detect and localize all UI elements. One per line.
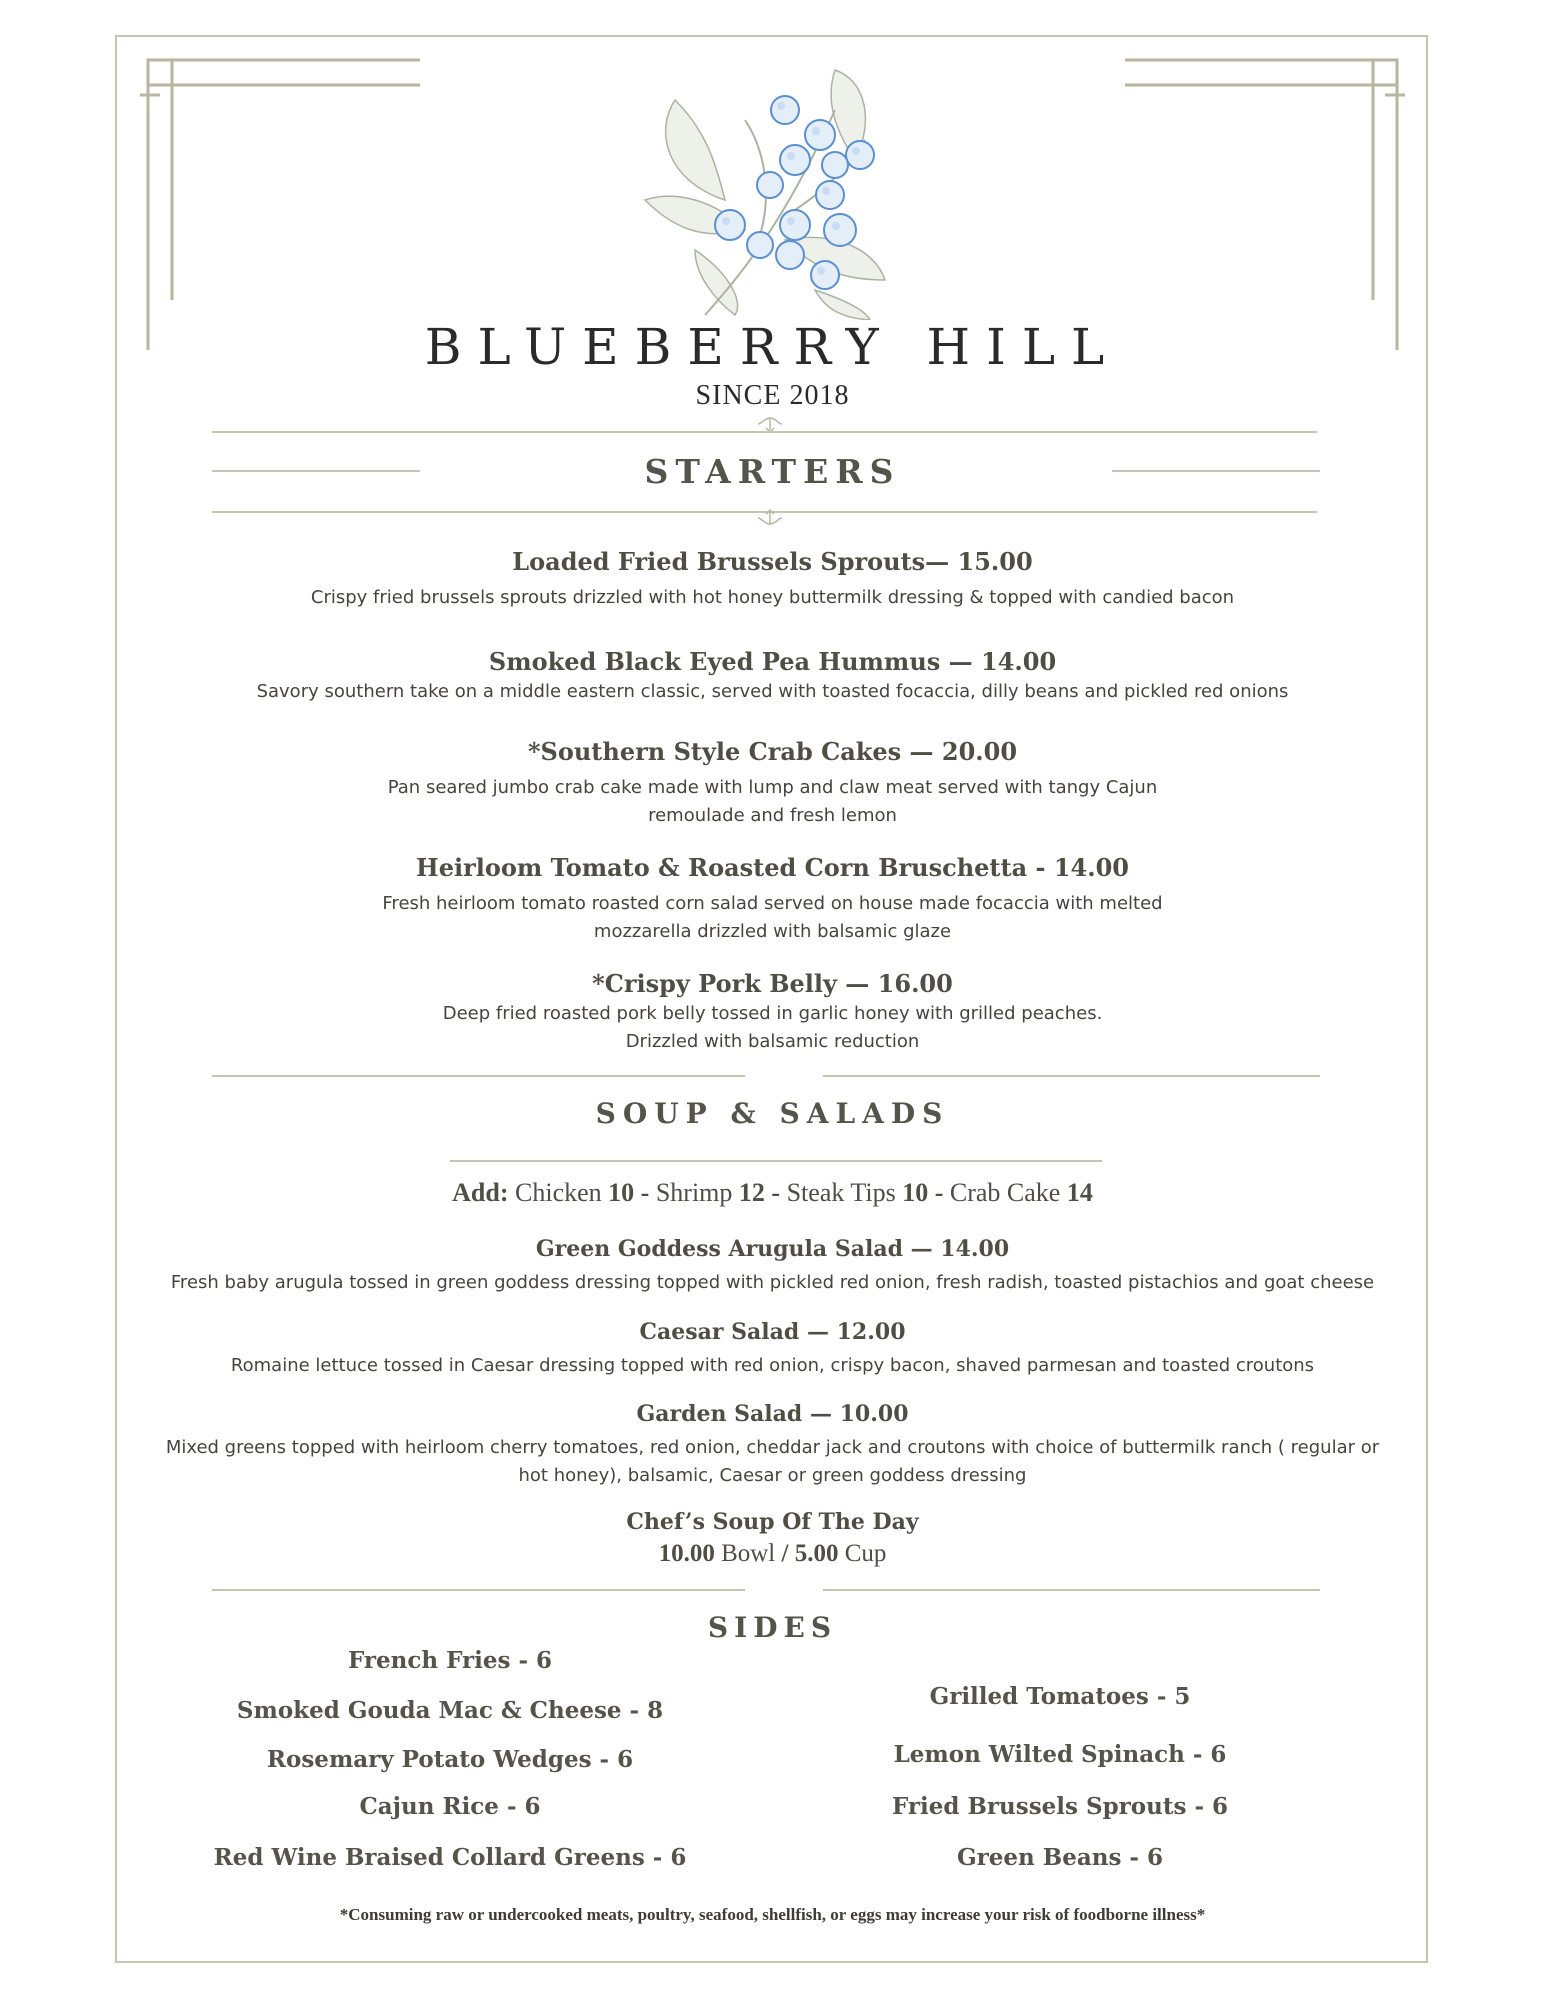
side-item: Green Beans - 6 — [957, 1844, 1163, 1871]
item-description-line: Fresh heirloom tomato roasted corn salad served on house made focaccia with melted — [382, 893, 1163, 914]
divider-line — [450, 1160, 1102, 1162]
addon-name: Shrimp — [655, 1178, 733, 1207]
side-item: Smoked Gouda Mac & Cheese - 8 — [236, 1697, 664, 1724]
price-separator: / — [781, 1540, 789, 1567]
item-name: Heirloom Tomato & Roasted Corn Bruschetta - 14.00 — [416, 853, 1129, 882]
side-item: French Fries - 6 — [347, 1647, 553, 1674]
divider-line — [212, 1589, 745, 1591]
item-name: *Southern Style Crab Cakes — 20.00 — [527, 737, 1018, 766]
corner-ornament-right — [1115, 55, 1405, 355]
side-item: Fried Brussels Sprouts - 6 — [891, 1793, 1228, 1820]
corner-ornament-left — [140, 55, 430, 355]
divider-line — [823, 1075, 1320, 1077]
item-description — [0, 1000, 1545, 1056]
item-description — [0, 890, 1545, 946]
item-name: *Crispy Pork Belly — 16.00 — [592, 969, 953, 998]
divider-line — [212, 431, 1317, 433]
item-description-line: Pan seared jumbo crab cake made with lump and claw meat served with tangy Cajun — [387, 777, 1158, 798]
item-description-line: Mixed greens topped with heirloom cherry tomatoes, red onion, cheddar jack and croutons with choice of buttermilk ranch ( regular or — [165, 1437, 1380, 1458]
addon-name: Chicken — [515, 1178, 602, 1207]
side-item: Cajun Rice - 6 — [359, 1793, 541, 1820]
side-item: Rosemary Potato Wedges - 6 — [266, 1746, 634, 1773]
menu-item — [0, 546, 1545, 612]
blueberry-branch-logo — [635, 50, 915, 320]
divider-line — [823, 1589, 1320, 1591]
item-name: Loaded Fried Brussels Sprouts— 15.00 — [512, 547, 1033, 576]
addon-price: 10 — [608, 1178, 635, 1207]
item-description-line: remoulade and fresh lemon — [648, 805, 897, 826]
menu-item — [0, 1398, 1545, 1490]
soup-prices — [0, 1538, 1545, 1570]
soup-of-the-day — [0, 1506, 1545, 1570]
item-description: Fresh baby arugula tossed in green goddess dressing topped with pickled red onion, fresh radish, toasted pistachios and goat cheese — [170, 1272, 1375, 1293]
menu-item — [0, 852, 1545, 946]
item-description: Savory southern take on a middle eastern classic, served with toasted focaccia, dilly beans and pickled red onions — [256, 681, 1289, 702]
swirl-ornament-bottom — [750, 508, 790, 528]
bowl-label: Bowl — [721, 1540, 776, 1567]
cup-label: Cup — [844, 1540, 887, 1567]
salad-addons: Add: Chicken 10 - Shrimp 12 - Steak Tips 10 - Crab Cake 14 — [452, 1178, 1093, 1207]
item-name: Green Goddess Arugula Salad — 14.00 — [535, 1236, 1010, 1262]
item-name: Chef’s Soup Of The Day — [626, 1509, 919, 1535]
menu-item — [0, 736, 1545, 830]
cup-price: 5.00 — [794, 1540, 839, 1567]
addon-name: Crab Cake — [949, 1178, 1061, 1207]
item-description-line: mozzarella drizzled with balsamic glaze — [593, 921, 952, 942]
item-description: Crispy fried brussels sprouts drizzled with hot honey buttermilk dressing & topped with candied bacon — [310, 587, 1235, 608]
item-description: Romaine lettuce tossed in Caesar dressing topped with red onion, crispy bacon, shaved parmesan and toasted croutons — [230, 1355, 1315, 1376]
section-title-soup-salads: SOUP & SALADS — [595, 1097, 950, 1130]
side-item: Grilled Tomatoes - 5 — [929, 1683, 1191, 1710]
menu-item — [0, 646, 1545, 706]
bowl-price: 10.00 — [658, 1540, 715, 1567]
item-name: Caesar Salad — 12.00 — [639, 1319, 906, 1345]
item-name: Garden Salad — 10.00 — [636, 1401, 909, 1427]
item-description-line: Deep fried roasted pork belly tossed in garlic honey with grilled peaches. — [442, 1003, 1103, 1024]
addon-price: 10 — [902, 1178, 929, 1207]
divider-line — [212, 1075, 745, 1077]
addon-price: 12 — [738, 1178, 765, 1207]
restaurant-name: BLUEBERRY HILL — [424, 318, 1121, 376]
item-description — [0, 774, 1545, 830]
addon-name: Steak Tips — [786, 1178, 896, 1207]
addons-label: Add: — [452, 1178, 509, 1207]
menu-item — [0, 1316, 1545, 1380]
item-description — [0, 1434, 1545, 1490]
foodborne-illness-disclaimer: *Consuming raw or undercooked meats, poultry, seafood, shellfish, or eggs may increase your risk of foodborne illness* — [339, 1905, 1206, 1924]
side-item: Lemon Wilted Spinach - 6 — [893, 1741, 1227, 1768]
menu-item — [0, 1233, 1545, 1297]
menu-item — [0, 968, 1545, 1056]
side-item: Red Wine Braised Collard Greens - 6 — [213, 1844, 687, 1871]
item-name: Smoked Black Eyed Pea Hummus — 14.00 — [488, 647, 1057, 676]
item-description-line: hot honey), balsamic, Caesar or green goddess dressing — [518, 1465, 1027, 1486]
section-title-sides: SIDES — [707, 1611, 838, 1644]
item-description-line: Drizzled with balsamic reduction — [625, 1031, 920, 1052]
section-title-starters: STARTERS — [644, 452, 901, 491]
addon-price: 14 — [1066, 1178, 1093, 1207]
since-year: SINCE 2018 — [695, 380, 850, 411]
